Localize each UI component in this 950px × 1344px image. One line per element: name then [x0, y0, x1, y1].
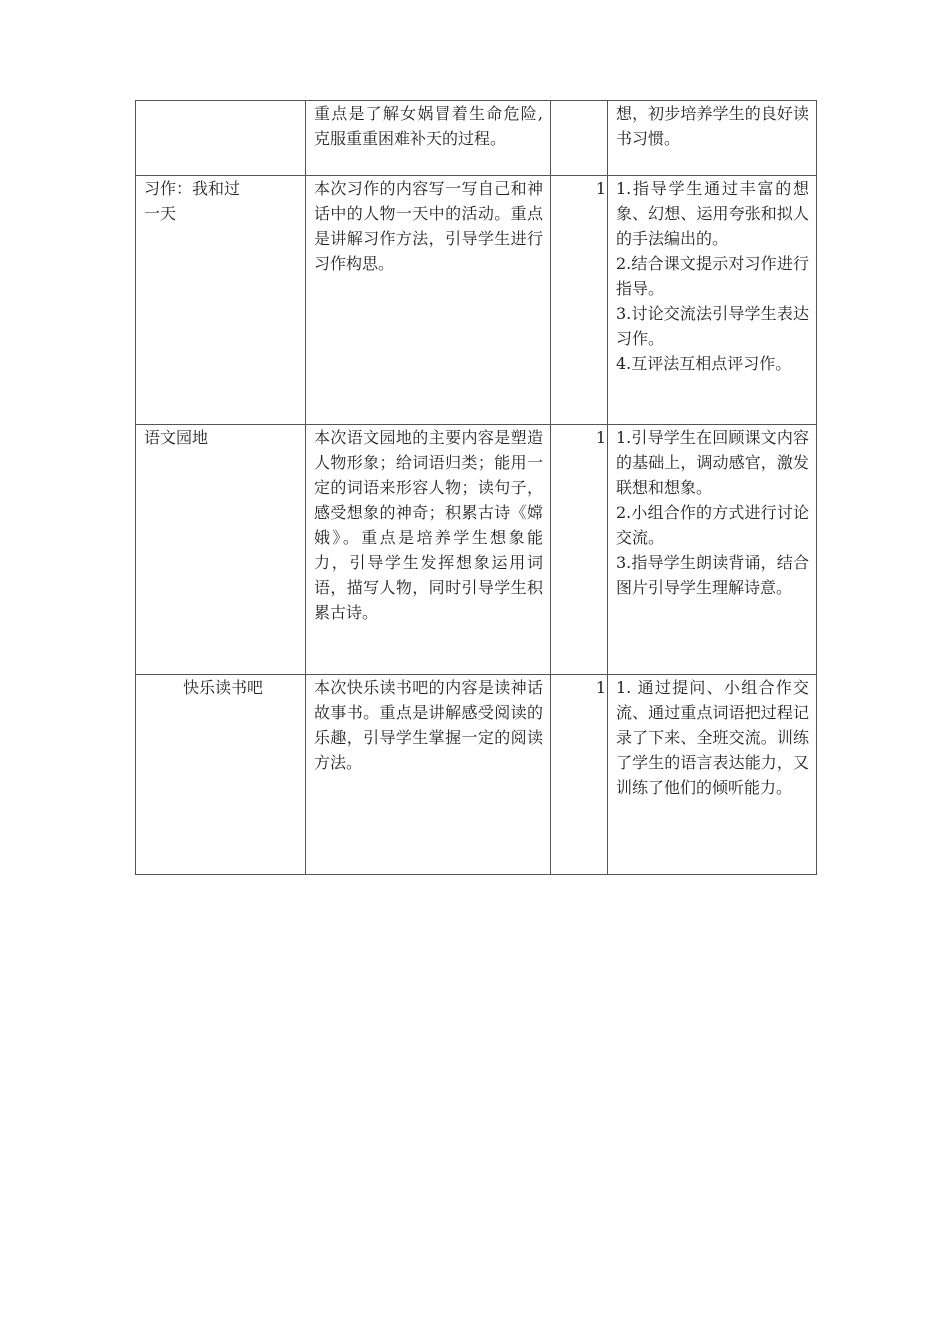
lesson-content-cell: 本次快乐读书吧的内容是读神话故事书。重点是讲解感受阅读的乐趣，引导学生掌握一定的阅读方法。	[306, 675, 551, 875]
lesson-methods-cell	[608, 101, 817, 176]
lesson-methods-cell	[608, 425, 817, 675]
method-item: 想，初步培养学生的良好读书习惯。	[616, 104, 809, 148]
lesson-title: 习作：我和过一天	[144, 179, 241, 223]
lesson-hours-cell: 1	[551, 425, 608, 675]
table-row	[136, 675, 817, 875]
lesson-content-cell: 本次语文园地的主要内容是塑造人物形象；给词语归类；能用一定的词语来形容人物；读句子，感受想象的神奇；积累古诗《嫦娥》。重点是培养学生想象能力，引导学生发挥想象运用词语，描写人物，同时引导学生积累古诗。	[306, 425, 551, 675]
table-row	[136, 101, 817, 176]
method-item: 1. 通过提问、小组合作交流、通过重点词语把过程记录了下来、全班交流。训练了学生的语言表达能力，又训练了他们的倾听能力。	[616, 678, 809, 797]
lesson-hours-cell: 1	[551, 176, 608, 425]
lesson-hours-cell: 1	[551, 675, 608, 875]
method-item: 3.指导学生朗读背诵，结合图片引导学生理解诗意。	[616, 553, 809, 597]
lesson-content-cell: 本次习作的内容写一写自己和神话中的人物一天中的活动。重点是讲解习作方法，引导学生进行习作构思。	[306, 176, 551, 425]
method-item: 3.讨论交流法引导学生表达习作。	[616, 304, 809, 348]
lesson-plan-table	[135, 100, 817, 875]
lesson-hours-cell	[551, 101, 608, 176]
method-item: 4.互评法互相点评习作。	[616, 354, 792, 373]
method-item: 2.结合课文提示对习作进行指导。	[616, 254, 809, 298]
lesson-title-cell	[136, 176, 306, 425]
lesson-title-cell: 语文园地	[136, 425, 306, 675]
lesson-title-cell	[136, 101, 306, 176]
lesson-methods-cell	[608, 176, 817, 425]
method-item: 1.引导学生在回顾课文内容的基础上，调动感官，激发联想和想象。	[616, 428, 809, 497]
table-row	[136, 425, 817, 675]
lesson-methods-cell	[608, 675, 817, 875]
lesson-content-cell: 重点是了解女娲冒着生命危险,克服重重困难补天的过程。	[306, 101, 551, 176]
lesson-title-cell: 快乐读书吧	[136, 675, 306, 875]
method-item: 1.指导学生通过丰富的想象、幻想、运用夸张和拟人的手法编出的。	[616, 179, 809, 248]
table-row	[136, 176, 817, 425]
method-item: 2.小组合作的方式进行讨论交流。	[616, 503, 809, 547]
